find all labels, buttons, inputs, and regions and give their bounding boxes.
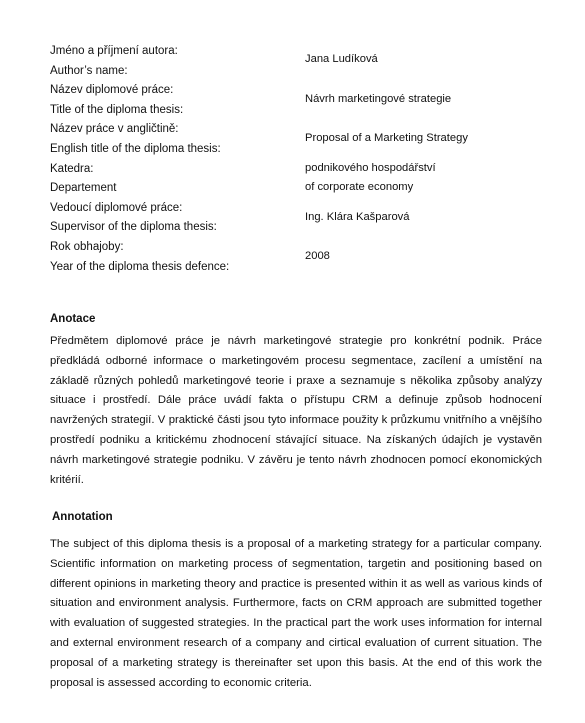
- label-year-en: Year of the diploma thesis defence:: [50, 260, 230, 273]
- value-english-title: Proposal of a Marketing Strategy: [305, 132, 468, 144]
- label-department-en: Departement: [50, 182, 117, 195]
- label-title-en: Title of the diploma thesis:: [50, 103, 184, 116]
- label-year-cz: Rok obhajoby:: [50, 240, 124, 253]
- annotation-text: The subject of this diploma thesis is a proposal of a marketing strategy for a particular company. Scientific information on marketing process of segmentation, targetin and positioning based on different opinions in marketing theory and practice is presented within it as well as various kinds of situation and environment analysis. Furthermore, facts on CRM approach are submitted together with evaluation of suggested strategies. In the practical part the work uses information for internal and external environment research of a company and cirtical evaluation of current situation. The proposal of a marketing strategy is thereinafter set upon this basis. At the end of this work the proposal is assessed according to economic criteria.: [50, 538, 542, 689]
- value-author: Jana Ludíková: [305, 53, 378, 65]
- label-department-cz: Katedra:: [50, 162, 94, 175]
- label-supervisor-en: Supervisor of the diploma thesis:: [50, 221, 217, 234]
- anotace-heading: Anotace: [50, 313, 96, 325]
- label-english-title-en: English title of the diploma thesis:: [50, 142, 221, 155]
- value-title: Návrh marketingové strategie: [305, 93, 452, 105]
- metadata-labels: [50, 42, 290, 277]
- label-english-title-cz: Název práce v angličtině:: [50, 123, 179, 136]
- value-department-en: of corporate economy: [305, 181, 414, 193]
- label-supervisor-cz: Vedoucí diplomové práce:: [50, 201, 183, 214]
- label-author-en: Author’s name:: [50, 64, 128, 77]
- label-author-cz: Jméno a příjmení autora:: [50, 45, 178, 57]
- label-title-cz: Název diplomové práce:: [50, 84, 174, 97]
- value-supervisor: Ing. Klára Kašparová: [305, 211, 410, 223]
- value-department-cz: podnikového hospodářství: [305, 162, 436, 174]
- annotation-heading: Annotation: [52, 511, 113, 523]
- value-year: 2008: [305, 250, 330, 262]
- anotace-text: Předmětem diplomové práce je návrh marketingové strategie pro konkrétní podnik. Práce předkládá odborné informace o marketingovém procesu segmentace, zacílení a umístění na základě různých pohledů marketingové teorie i praxe a seznamuje s několika způsoby analýzy situace i prostředí. Dále práce uvádí fakta o přístupu CRM a definuje způsob hodnocení navržených strategií. V praktické části jsou tyto informace použity k průzkumu vnitřního a vnějšího prostředí podniku a kritickému zhodnocení stávající situace. Na získaných údajích je vystavěn návrh marketingové strategie podniku. V závěru je tento návrh zhodnocen pomocí ekonomických kritérií.: [50, 335, 542, 486]
